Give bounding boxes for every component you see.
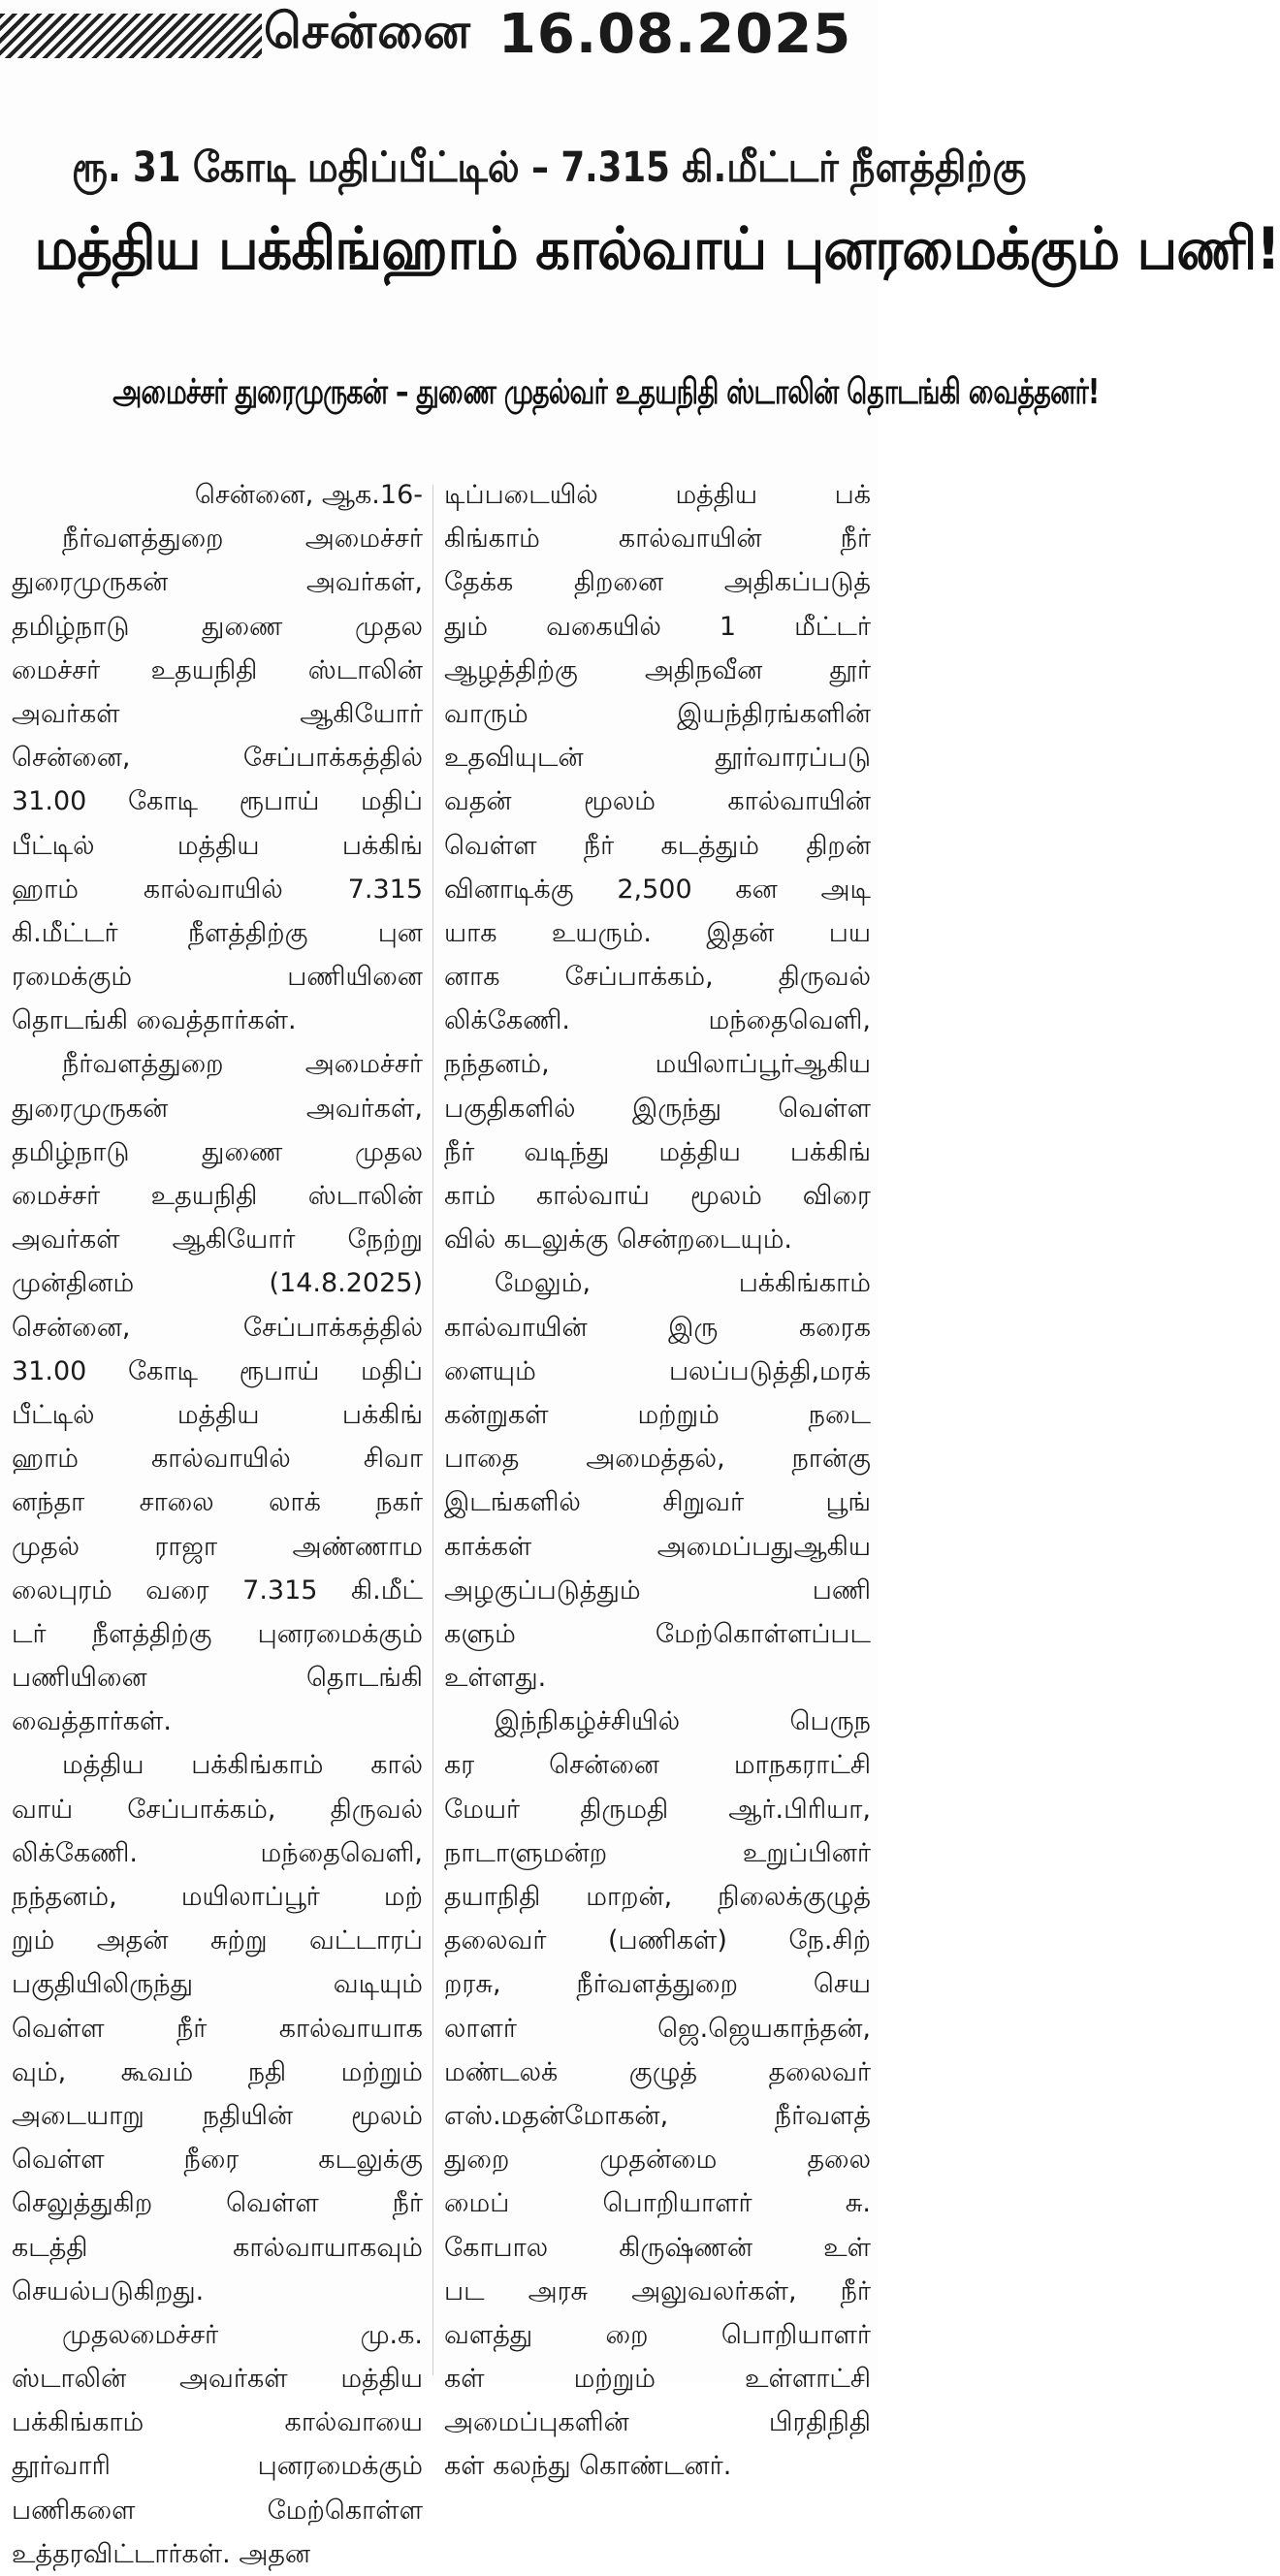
article-line: ஸ்டாலின் அவர்கள் மத்திய [12,2364,423,2395]
column-divider [432,485,433,2375]
article-line: பீட்டில் மத்திய பக்கிங் [12,830,423,861]
article-line: காக்கள் அமைப்பதுஆகிய [444,1531,871,1562]
article-line: பீட்டில் மத்திய பக்கிங் [12,1399,423,1430]
article-line: சென்னை, ஆக.16- [194,480,423,510]
article-line: தயாநிதி மாறன், நிலைக்குழுத் [444,1882,871,1912]
article-line: மைச்சர் உதயநிதி ஸ்டாலின் [12,654,423,685]
masthead [0,0,879,68]
article-line: கால்வாயின் இரு கரைக [444,1312,871,1343]
article-line: லைபுரம் வரை 7.315 கி.மீட் [12,1574,423,1606]
article-line: லாளர் ஜெ.ஜெயகாந்தன், [444,2013,871,2044]
article-line: முதலமைச்சர் மு.க. [62,2319,423,2350]
article-line: வாரும் இயந்திரங்களின் [444,698,871,729]
article-line: முதல் ராஜா அண்ணாம [12,1531,423,1562]
article-line: மண்டலக் குழுத் தலைவர் [444,2056,871,2087]
article-line: வாய் சேப்பாக்கம், திருவல் [12,1794,423,1825]
article-line: கிங்காம் கால்வாயின் நீர் [444,524,871,555]
article-line: பக்கிங்காம் கால்வாயை [12,2407,423,2438]
article-line: பாதை அமைத்தல், நான்கு [444,1444,871,1475]
article-line: மைப் பொறியாளர் சு. [444,2188,871,2219]
article-line: களும் மேற்கொள்ளப்பட [444,1618,871,1649]
article-line: உள்ளது. [444,1663,547,1694]
article-line: நாடாளுமன்ற உறுப்பினர் [444,1837,871,1868]
article-line: லிக்கேணி. மந்தைவெளி, [444,1005,871,1036]
masthead-text [264,0,851,68]
article-line: செலுத்துகிற வெள்ள நீர் [12,2188,423,2219]
article-line: கள் மற்றும் உள்ளாட்சி [444,2364,871,2395]
article-line: துரைமுருகன் அவர்கள், [12,1093,423,1124]
article-line: வெள்ள நீரை கடலுக்கு [12,2145,423,2176]
hatched-decoration [0,14,262,58]
article-line: நீர்வளத்துறை அமைச்சர் [62,1049,423,1080]
article-line: தலைவர் (பணிகள்) நே.சிற் [444,1925,871,1956]
article-line: மைச்சர் உதயநிதி ஸ்டாலின் [12,1181,423,1211]
article-line: நீர்வளத்துறை அமைச்சர் [62,524,423,555]
article-line: தமிழ்நாடு துணை முதல [12,611,423,642]
article-line: வைத்தார்கள். [12,1706,172,1737]
article-line: அழகுப்படுத்தும் பணி [444,1574,871,1606]
article-line: கி.மீட்டர் நீளத்திற்கு புன [12,917,423,948]
article-line: லிக்கேணி. மந்தைவெளி, [12,1837,423,1868]
article-line: பகுதிகளில் இருந்து வெள்ள [444,1093,871,1124]
article-line: ஆழத்திற்கு அதிநவீன தூர் [444,654,871,685]
article-line: யாக உயரும். இதன் பய [444,917,871,948]
headline-kicker: ரூ. 31 கோடி மதிப்பீட்டில் – 7.315 கி.மீட்டர் நீளத்திற்கு [72,143,1027,192]
main-headline: மத்திய பக்கிங்ஹாம் கால்வாய் புனரமைக்கும் பணி! [34,215,1280,283]
article-line: வளத்து றை பொறியாளர் [444,2319,871,2350]
article-line: மேயர் திருமதி ஆர்.பிரியா, [444,1794,871,1825]
article-line: நந்தனம், மயிலாப்பூர் மற் [12,1882,423,1912]
article-line: தமிழ்நாடு துணை முதல [12,1136,423,1167]
article-line: அமைப்புகளின் பிரதிநிதி [444,2407,871,2438]
article-line: அவர்கள் ஆகியோர் [12,698,423,729]
dateline-date: 16.08.2025 [497,2,852,66]
article-line: நந்தனம், மயிலாப்பூர்ஆகிய [444,1049,871,1080]
article-line: கர சென்னை மாநகராட்சி [444,1750,871,1781]
article-line: துறை முதன்மை தலை [444,2145,871,2176]
dateline-city: சென்னை [264,2,471,59]
article-line: டிப்படையில் மத்திய பக் [444,480,871,510]
article-line: ரமைக்கும் பணியினை [12,962,423,993]
article-line: எஸ்.மதன்மோகன், நீர்வளத் [444,2100,871,2131]
article-line: காம் கால்வாய் மூலம் விரை [444,1181,871,1211]
article-line: வதன் மூலம் கால்வாயின் [444,786,871,817]
article-line: வெள்ள நீர் கடத்தும் திறன் [444,830,871,861]
article-line: கடத்தி கால்வாயாகவும் [12,2232,423,2263]
article-line: தொடங்கி வைத்தார்கள். [12,1005,297,1036]
article-line: உத்தரவிட்டார்கள். அதன [12,2538,311,2569]
article-line: மேலும், பக்கிங்காம் [495,1268,871,1299]
article-line: சென்னை, சேப்பாக்கத்தில் [12,1312,423,1343]
article-line: டர் நீளத்திற்கு புனரமைக்கும் [12,1618,423,1649]
article-line: இடங்களில் சிறுவர் பூங் [444,1487,871,1518]
article-line: வெள்ள நீர் கால்வாயாக [12,2013,423,2044]
article-line: கள் கலந்து கொண்டனர். [444,2451,732,2482]
article-line: றரசு, நீர்வளத்துறை செய [444,1969,871,2000]
article-line: 31.00 கோடி ரூபாய் மதிப் [12,786,423,817]
article-line: மத்திய பக்கிங்காம் கால் [62,1750,423,1781]
article-line: அடையாறு நதியின் மூலம் [12,2100,423,2131]
article-column-left [12,473,423,2576]
article-line: ளையும் பலப்படுத்தி,மரக் [444,1355,871,1386]
article-line: தூர்வாரி புனரமைக்கும் [12,2451,423,2482]
article-line: அவர்கள் ஆகியோர் நேற்று [12,1224,423,1256]
article-line: செயல்படுகிறது. [12,2275,205,2306]
article-line: சென்னை, சேப்பாக்கத்தில் [12,743,423,774]
article-line: பட அரசு அலுவலர்கள், நீர் [444,2275,871,2306]
article-line: வினாடிக்கு 2,500 கன அடி [444,874,871,905]
article-line: னாக சேப்பாக்கம், திருவல் [444,962,871,993]
article-line: கோபால கிருஷ்ணன் உள் [444,2232,871,2263]
article-line: உதவியுடன் தூர்வாரப்படு [444,743,871,774]
article-line: தேக்க திறனை அதிகப்படுத் [444,567,871,598]
article-line: முன்தினம் (14.8.2025) [12,1268,423,1299]
article-line: னந்தா சாலை லாக் நகர் [12,1487,423,1518]
article-line: தும் வகையில் 1 மீட்டர் [444,611,871,642]
article-line: ஹாம் கால்வாயில் 7.315 [12,874,423,905]
article-line: நீர் வடிந்து மத்திய பக்கிங் [444,1136,871,1167]
article-line: றும் அதன் சுற்று வட்டாரப் [12,1925,423,1956]
article-line: வும், கூவம் நதி மற்றும் [12,2056,423,2087]
article-line: 31.00 கோடி ரூபாய் மதிப் [12,1355,423,1386]
article-column-right [444,473,871,2489]
article-line: ஹாம் கால்வாயில் சிவா [12,1444,423,1475]
article-line: பகுதியிலிருந்து வடியும் [12,1969,423,2000]
article-line: துரைமுருகன் அவர்கள், [12,567,423,598]
sub-headline: அமைச்சர் துரைமுருகன் – துணை முதல்வர் உதயநிதி ஸ்டாலின் தொடங்கி வைத்தனர்! [112,372,1100,412]
article-line: கன்றுகள் மற்றும் நடை [444,1399,871,1430]
article-line: பணியினை தொடங்கி [12,1663,423,1694]
article-line: இந்நிகழ்ச்சியில் பெருந [495,1706,871,1737]
article-line: வில் கடலுக்கு சென்றடையும். [444,1224,793,1256]
article-line: பணிகளை மேற்கொள்ள [12,2495,423,2526]
